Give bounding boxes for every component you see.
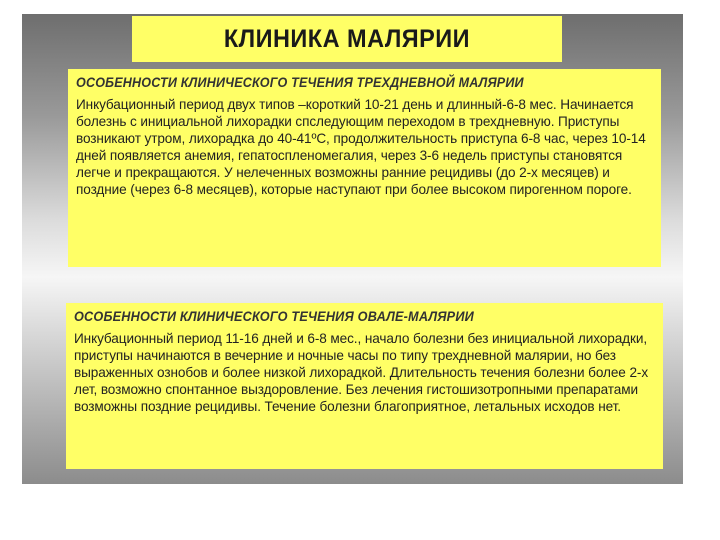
ovale-malaria-panel bbox=[66, 303, 663, 469]
tertian-malaria-panel bbox=[68, 69, 661, 267]
section-heading: ОСОБЕННОСТИ КЛИНИЧЕСКОГО ТЕЧЕНИЯ ОВАЛЕ-МАЛЯРИИ bbox=[74, 309, 474, 324]
section-heading: ОСОБЕННОСТИ КЛИНИЧЕСКОГО ТЕЧЕНИЯ ТРЕХДНЕВНОЙ МАЛЯРИИ bbox=[76, 75, 524, 90]
section-body: Инкубационный период 11-16 дней и 6-8 мес., начало болезни без инициальной лихорадки, приступы начинаются в вечерние и ночные часы по типу трехдневной малярии, но без выраженных ознобов и более низкой лихорадкой. Длительность течения болезни более 2-х лет, возможно спонтанное выздоровление. Без лечения гистошизотропными препаратами возможны поздние рецидивы. Течение болезни благоприятное, летальных исходов нет. bbox=[74, 331, 649, 414]
section-body: Инкубационный период двух типов –короткий 10-21 день и длинный-6-8 мес. Начинается болезнь с инициальной лихорадки спследующим переходом в трехдневную. Приступы возникают утром, лихорадка до 40-41ºС, продолжительность приступа 6-8 час, через 10-14 дней появляется анемия, гепатоспленомегалия, через 3-6 недель приступы становятся легче и прекращаются. У нелеченных возможны ранние рецидивы (до 2-х месяцев) и поздние (через 6-8 месяцев), которые наступают при более высоком пирогенном пороге. bbox=[76, 97, 646, 197]
slide-title: КЛИНИКА МАЛЯРИИ bbox=[223, 24, 471, 53]
title-banner bbox=[132, 16, 562, 62]
slide-background bbox=[22, 14, 683, 484]
